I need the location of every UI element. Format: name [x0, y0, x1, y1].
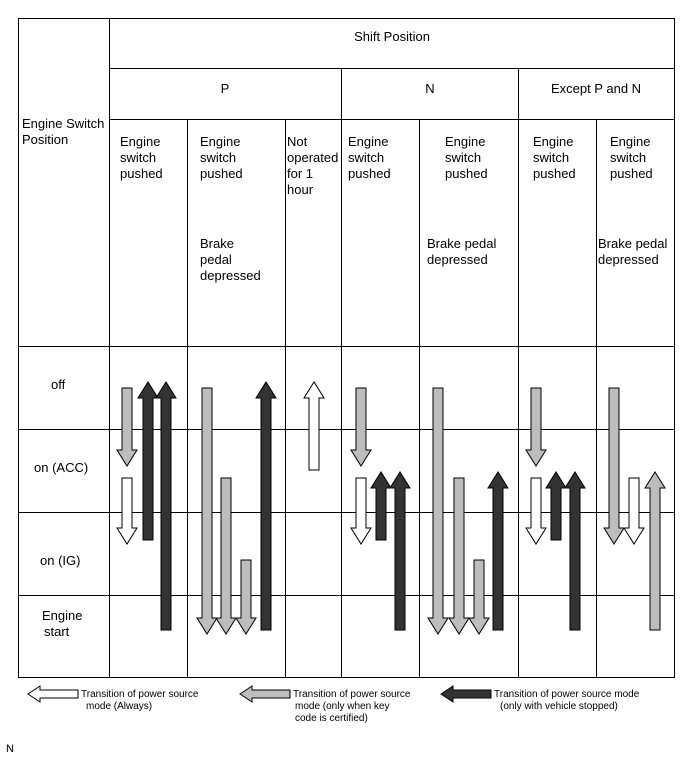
column-header-line: depressed	[200, 268, 261, 283]
transition-arrow-key-certified	[469, 560, 489, 634]
column-header-line: pedal	[200, 252, 232, 267]
transition-arrow-vehicle-stopped	[371, 472, 391, 540]
column-header	[348, 134, 392, 181]
legend-line: mode (only when key	[295, 701, 390, 712]
column-header-condition	[598, 236, 671, 267]
transition-arrow-vehicle-stopped	[256, 382, 276, 630]
row-label-line: start	[44, 624, 70, 639]
column-header-line: switch	[120, 150, 157, 165]
row-label-engine-start	[42, 608, 86, 639]
column-header-condition	[427, 236, 500, 267]
transition-arrow-key-certified	[428, 388, 448, 634]
legend-label-vehicle-stopped	[494, 689, 642, 712]
column-header-line: Not	[287, 134, 308, 149]
transition-arrow-always	[304, 382, 324, 470]
shift-position-header: Shift Position	[354, 29, 430, 44]
column-header-line: pushed	[445, 166, 488, 181]
transition-arrow-key-certified	[449, 478, 469, 634]
column-header-line: pushed	[200, 166, 243, 181]
legend	[28, 686, 642, 724]
legend-line: Transition of power source	[81, 689, 199, 700]
column-header-line: Brake pedal	[598, 236, 668, 251]
column-header-line: Engine	[533, 134, 574, 149]
transition-arrow-always	[351, 478, 371, 544]
column-header-line: switch	[610, 150, 647, 165]
column-header-line: hour	[287, 182, 314, 197]
column-header-line: pushed	[348, 166, 391, 181]
transition-arrow-key-certified	[526, 388, 546, 466]
column-header	[120, 134, 164, 181]
legend-line: Transition of power source	[293, 689, 411, 700]
column-header	[610, 134, 654, 181]
transition-arrow-key-certified	[645, 472, 665, 630]
column-header	[533, 134, 577, 181]
legend-label-always	[81, 689, 201, 712]
column-header-line: pushed	[610, 166, 653, 181]
group-header-n: N	[425, 81, 435, 96]
transition-arrow-vehicle-stopped	[156, 382, 176, 630]
column-header-line: Engine	[445, 134, 486, 149]
row-label-off: off	[51, 377, 66, 392]
transition-arrow-key-certified	[604, 388, 624, 544]
transition-arrow-key-certified	[351, 388, 371, 466]
legend-line: (only with vehicle stopped)	[500, 701, 618, 712]
column-header	[287, 134, 342, 197]
corner-label: N	[6, 743, 14, 755]
column-header-line: switch	[533, 150, 570, 165]
column-header-line: for 1	[287, 166, 314, 181]
transition-arrow-key-certified	[216, 478, 236, 634]
transition-arrow-vehicle-stopped	[546, 472, 566, 540]
transition-arrow-always	[117, 478, 137, 544]
column-header-line: Brake pedal	[427, 236, 497, 251]
legend-line: mode (Always)	[86, 701, 153, 712]
group-header-p: P	[220, 81, 230, 96]
header-line: Engine Switch	[22, 116, 105, 131]
column-header-line: depressed	[427, 252, 488, 267]
column-header-line: Engine	[120, 134, 161, 149]
row-label-acc: on (ACC)	[34, 460, 89, 475]
column-header-line: switch	[348, 150, 385, 165]
row-label-ig: on (IG)	[40, 553, 81, 568]
legend-arrow-vehicle-stopped	[441, 686, 491, 702]
column-header-line: Engine	[610, 134, 651, 149]
column-header-line: switch	[445, 150, 482, 165]
column-header-line: Brake	[200, 236, 234, 251]
transition-arrows	[117, 382, 665, 634]
engine-switch-position-header	[22, 116, 108, 147]
column-header-condition	[200, 236, 261, 283]
transition-arrow-key-certified	[197, 388, 217, 634]
column-header-line: operated	[287, 150, 339, 165]
legend-line: Transition of power source mode	[494, 689, 640, 700]
column-header-line: pushed	[533, 166, 576, 181]
column-header-line: depressed	[598, 252, 659, 267]
column-headers	[120, 134, 671, 283]
column-header-line: Engine	[348, 134, 389, 149]
transition-arrow-vehicle-stopped	[488, 472, 508, 630]
column-header-line: Engine	[200, 134, 241, 149]
row-labels	[34, 377, 88, 639]
legend-arrow-always	[28, 686, 78, 702]
group-header-except-p-n: Except P and N	[550, 81, 642, 96]
transition-arrow-vehicle-stopped	[138, 382, 158, 540]
header-line: Position	[22, 132, 69, 147]
legend-line: code is certified)	[295, 713, 368, 724]
transition-arrow-vehicle-stopped	[565, 472, 585, 630]
transition-arrow-vehicle-stopped	[390, 472, 410, 630]
row-label-line: Engine	[42, 608, 83, 623]
transition-arrow-key-certified	[117, 388, 137, 466]
transition-arrow-always	[624, 478, 644, 544]
column-header	[445, 134, 489, 181]
column-header-line: pushed	[120, 166, 163, 181]
legend-arrow-key-certified	[240, 686, 290, 702]
transition-arrow-always	[526, 478, 546, 544]
column-header	[200, 134, 244, 181]
transition-arrow-key-certified	[236, 560, 256, 634]
column-header-line: switch	[200, 150, 237, 165]
legend-label-key-certified	[293, 689, 413, 724]
